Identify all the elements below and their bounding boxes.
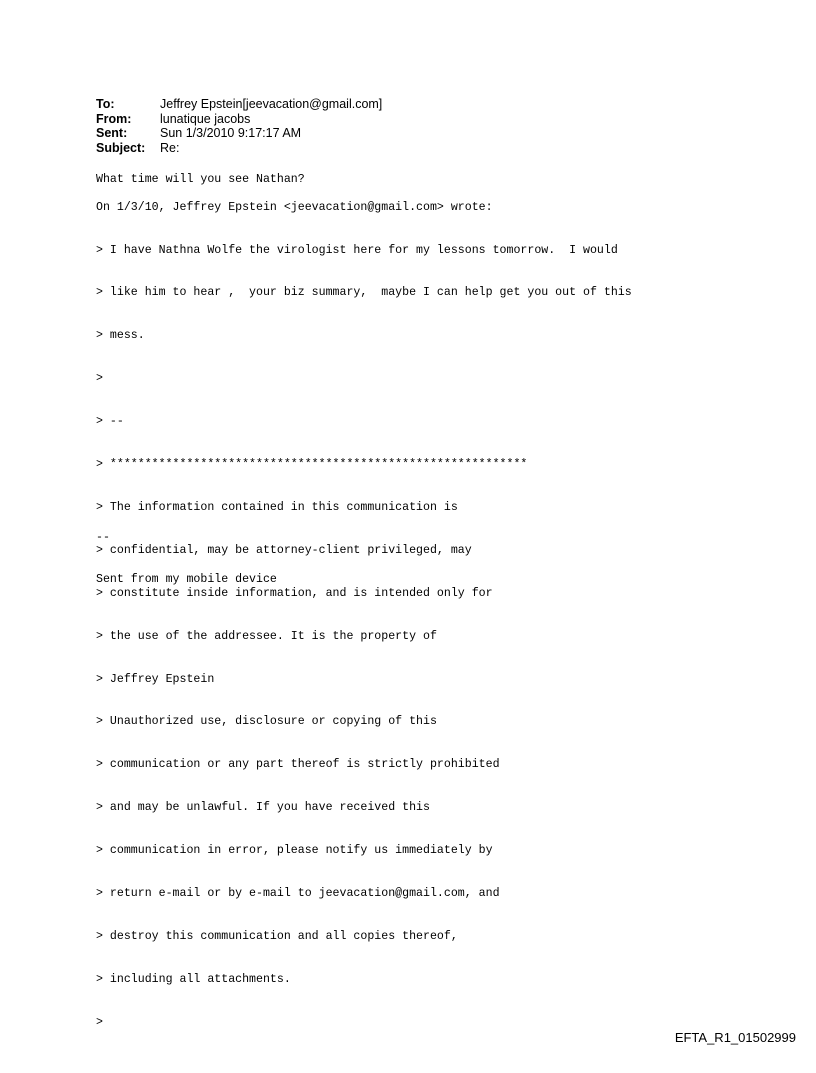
quoted-line: > mess. <box>96 329 145 343</box>
quoted-line: > communication in error, please notify us immediately by <box>96 844 493 858</box>
quoted-line: > Jeffrey Epstein <box>96 672 215 686</box>
quoted-line: > including all attachments. <box>96 972 291 986</box>
sent-value: Sun 1/3/2010 9:17:17 AM <box>160 126 302 141</box>
signature-block <box>96 502 277 602</box>
to-value: Jeffrey Epstein[jeevacation@gmail.com] <box>160 97 383 111</box>
to-label: To: <box>96 97 115 111</box>
sent-row <box>96 126 382 141</box>
email-header <box>96 97 382 155</box>
quoted-message-block <box>96 215 632 1044</box>
quoted-line: > I have Nathna Wolfe the virologist here for my lessons tomorrow. I would <box>96 243 618 257</box>
quoted-line: > ************************************************************ <box>96 458 528 472</box>
quoted-line: > communication or any part thereof is strictly prohibited <box>96 758 500 772</box>
quoted-line: > return e-mail or by e-mail to jeevacation@gmail.com, and <box>96 886 500 900</box>
subject-row <box>96 141 382 156</box>
signature-separator: -- <box>96 530 110 544</box>
signature-text: Sent from my mobile device <box>96 573 277 587</box>
quoted-line: > -- <box>96 415 124 429</box>
quoted-line: > and may be unlawful. If you have received this <box>96 801 430 815</box>
quoted-line: > constitute inside information, and is intended only for <box>96 586 493 600</box>
quoted-line: > <box>96 1015 103 1029</box>
sent-label: Sent: <box>96 126 128 141</box>
quoted-line: > the use of the addressee. It is the property of <box>96 629 437 643</box>
bates-number: EFTA_R1_01502999 <box>674 1030 796 1045</box>
quoted-line: > The information contained in this communication is <box>96 500 458 514</box>
subject-value: Re: <box>160 140 180 155</box>
from-row <box>96 112 382 127</box>
quoted-line: > confidential, may be attorney-client privileged, may <box>96 543 472 557</box>
to-row <box>96 97 382 112</box>
quoted-line: > Unauthorized use, disclosure or copying of this <box>96 715 437 729</box>
subject-label: Subject: <box>96 140 146 155</box>
from-value: lunatique jacobs <box>160 111 251 126</box>
message-opening-line: What time will you see Nathan? <box>96 173 305 186</box>
quote-attribution-line: On 1/3/10, Jeffrey Epstein <jeevacation@gmail.com> wrote: <box>96 201 493 214</box>
quoted-line: > destroy this communication and all copies thereof, <box>96 929 458 943</box>
quoted-line: > like him to hear , your biz summary, maybe I can help get you out of this <box>96 286 632 300</box>
from-label: From: <box>96 111 132 126</box>
quoted-line: > <box>96 372 103 386</box>
